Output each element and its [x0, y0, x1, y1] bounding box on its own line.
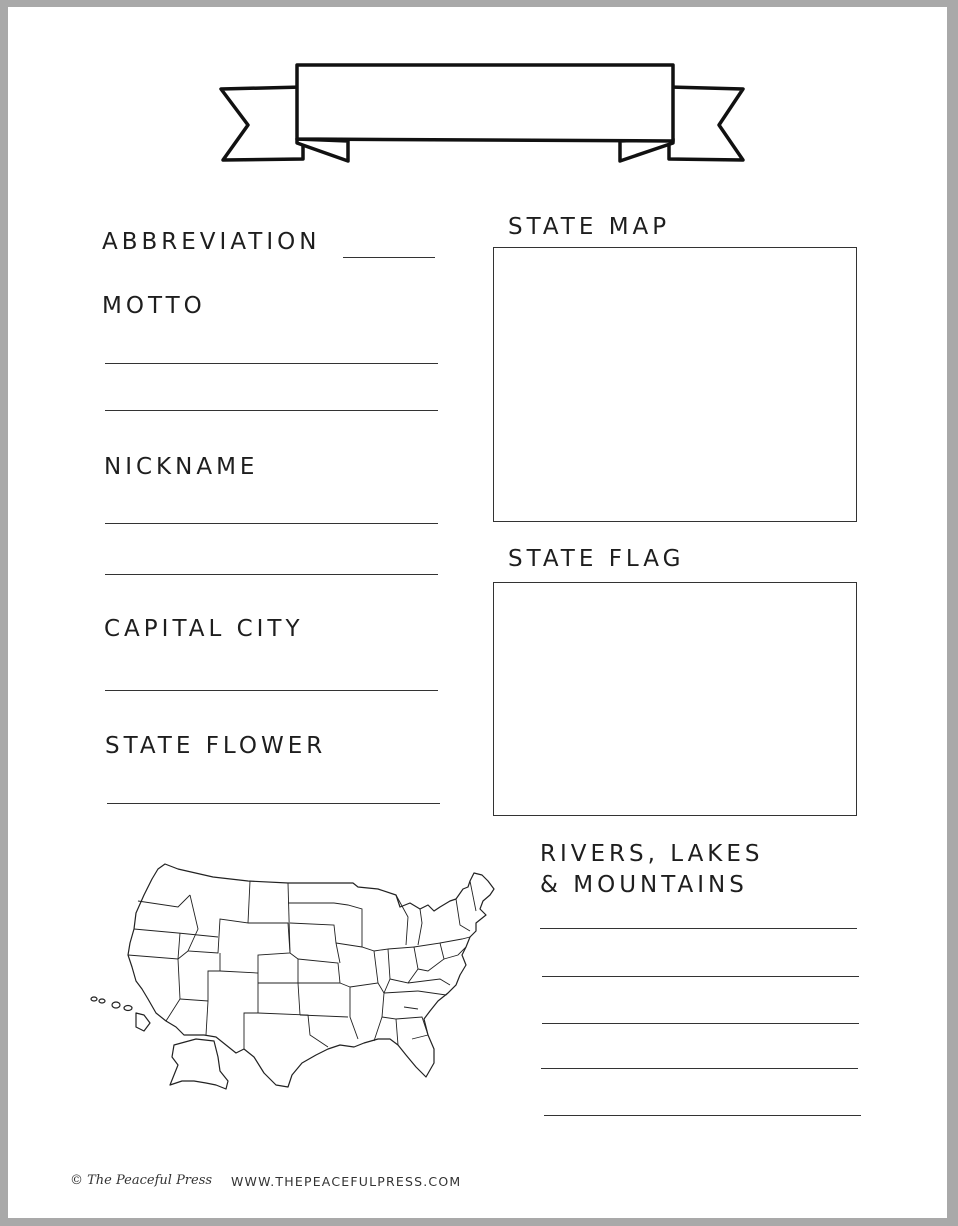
rivers-lakes-label: RIVERS, LAKES [540, 841, 764, 867]
motto-label: MOTTO [102, 293, 206, 319]
copyright-symbol: © [70, 1173, 83, 1188]
state-map-label: STATE MAP [508, 214, 671, 240]
motto-line-1 [105, 363, 438, 364]
capital-city-line [105, 690, 438, 691]
abbreviation-label: ABBREVIATION [102, 229, 321, 255]
abbreviation-line [343, 257, 435, 258]
motto-line-2 [105, 410, 438, 411]
mountains-label: & MOUNTAINS [540, 872, 748, 898]
state-flower-line [107, 803, 440, 804]
capital-city-label: CAPITAL CITY [104, 616, 304, 642]
ribbon-banner-icon [213, 57, 763, 167]
brand-name: The Peaceful Press [87, 1173, 213, 1188]
footer-url[interactable]: WWW.THEPEACEFULPRESS.COM [231, 1174, 462, 1189]
nickname-line-1 [105, 523, 438, 524]
rivers-line-1 [540, 928, 857, 929]
rivers-line-4 [541, 1068, 858, 1069]
rivers-line-5 [544, 1115, 861, 1116]
rivers-line-2 [542, 976, 859, 977]
nickname-label: NICKNAME [104, 454, 259, 480]
worksheet-page [8, 7, 947, 1218]
state-flag-label: STATE FLAG [508, 546, 685, 572]
usa-map-icon [78, 859, 508, 1091]
rivers-line-3 [542, 1023, 859, 1024]
state-flower-label: STATE FLOWER [105, 733, 327, 759]
nickname-line-2 [105, 574, 438, 575]
footer-copyright [70, 1173, 212, 1188]
state-flag-box [493, 582, 857, 816]
state-map-box [493, 247, 857, 522]
